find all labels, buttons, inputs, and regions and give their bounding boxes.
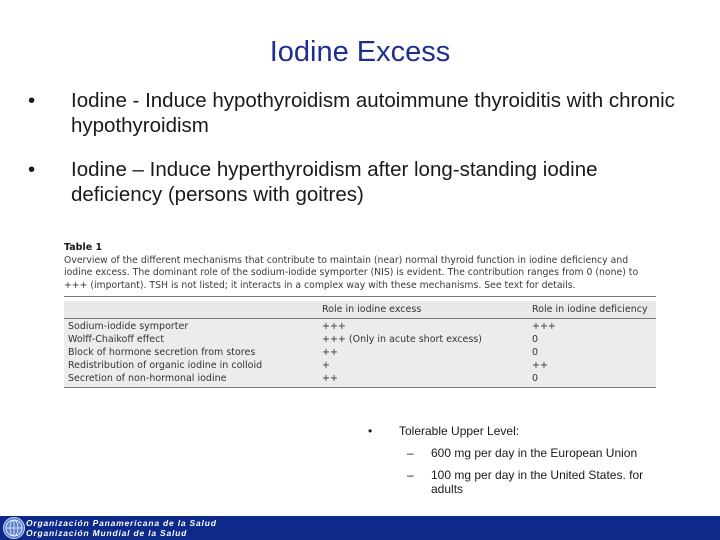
table-cell: 0 — [532, 372, 539, 384]
table-cell: +++ — [532, 320, 556, 332]
dash-marker: – — [407, 468, 414, 482]
table-cell: Secretion of non-hormonal iodine — [68, 372, 227, 384]
table-cell: ++ — [322, 346, 338, 358]
bullet-list — [28, 88, 688, 226]
table-cell: + — [322, 359, 330, 371]
table-cell: +++ (Only in acute short excess) — [322, 333, 482, 345]
table-cell: Block of hormone secretion from stores — [68, 346, 256, 358]
table-cell: +++ — [322, 320, 346, 332]
dash-marker: – — [407, 446, 414, 460]
globe-emblem-icon — [3, 517, 25, 539]
table-cell: Redistribution of organic iodine in colloid — [68, 359, 263, 371]
org-name-line1: Organización Panamericana de la Salud — [26, 518, 217, 528]
footer-bar — [0, 516, 720, 540]
table-cell: ++ — [322, 372, 338, 384]
table-cell: 0 — [532, 333, 539, 345]
tolerable-upper-level — [368, 424, 668, 504]
slide-title: Iodine Excess — [269, 36, 451, 68]
bullet-item — [28, 157, 688, 207]
table-row — [64, 346, 656, 359]
table-row — [64, 333, 656, 346]
table-label: Table 1 — [64, 242, 103, 253]
bullet-marker: • — [368, 424, 373, 438]
table-top-rule — [64, 296, 656, 297]
bullet-text: Iodine - Induce hypothyroidism autoimmune thyroiditis with chronic hypothyroidism — [71, 89, 675, 137]
upper-level-item — [368, 446, 668, 460]
table-body — [64, 319, 656, 388]
upper-level-heading: Tolerable Upper Level: — [399, 424, 520, 438]
upper-level-text: 600 mg per day in the European Union — [431, 446, 638, 460]
table-row — [64, 320, 656, 333]
upper-level-heading-item — [368, 424, 668, 438]
table-cell: Wolff-Chaikoff effect — [68, 333, 165, 345]
upper-level-item — [368, 468, 668, 496]
table-header-cell: Role in iodine excess — [322, 303, 422, 315]
bullet-marker: • — [28, 158, 36, 181]
mechanisms-table — [64, 242, 656, 388]
bullet-item — [28, 88, 688, 138]
table-cell: ++ — [532, 359, 548, 371]
table-header-row — [64, 301, 656, 318]
bullet-text: Iodine – Induce hyperthyroidism after long-standing iodine deficiency (persons with goitres) — [71, 158, 598, 206]
upper-level-text: 100 mg per day in the United States. for adults — [431, 468, 644, 496]
table-cell: 0 — [532, 346, 539, 358]
table-caption: Overview of the different mechanisms that contribute to maintain (near) normal thyroid function in iodine deficiency and iodine excess. The dominant role of the sodium-iodide symporter (NIS) is evident. The contribution ranges from 0 (none) to +++ (important). TSH is not listed; it interacts in a complex way with these mechanisms. See text for details. — [64, 255, 639, 291]
org-name-line2: Organización Mundial de la Salud — [26, 528, 188, 538]
table-row — [64, 372, 656, 385]
table-cell: Sodium-iodide symporter — [68, 320, 189, 332]
bullet-marker: • — [28, 89, 36, 112]
table-header-cell: Role in iodine deficiency — [532, 303, 648, 315]
table-row — [64, 359, 656, 372]
